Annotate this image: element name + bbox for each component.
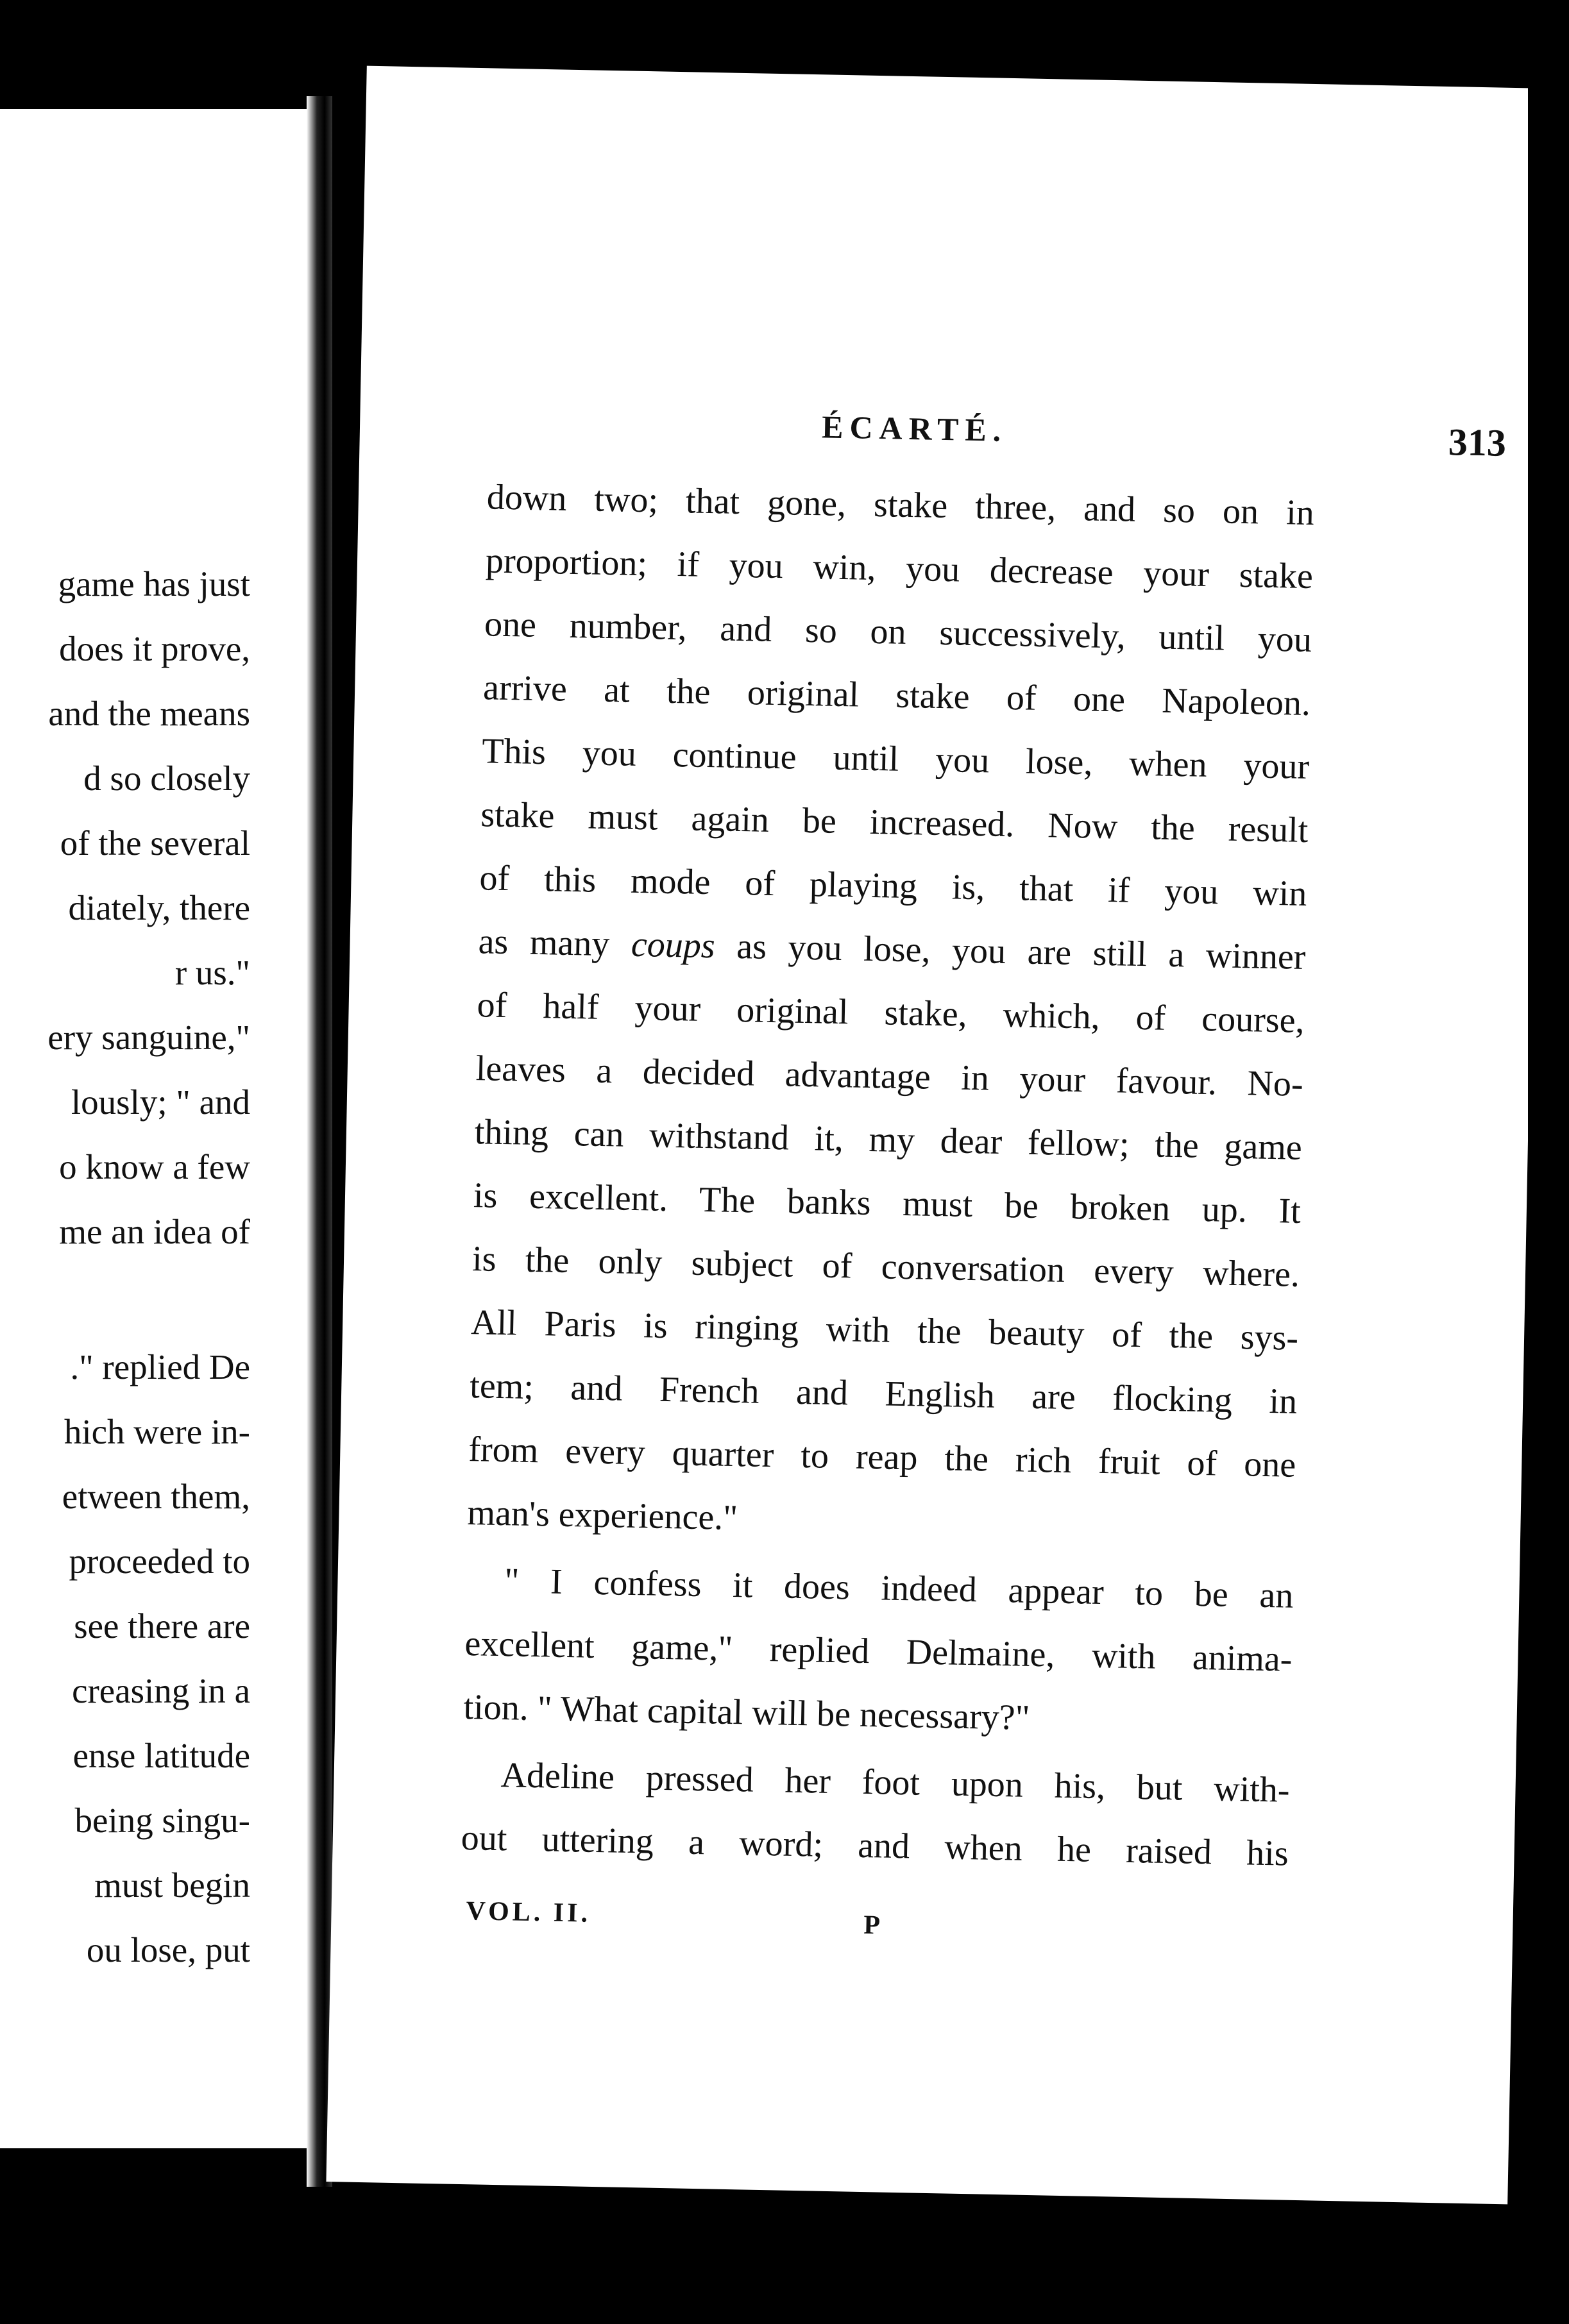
left-line: see there are [74,1606,250,1646]
left-line: does it prove, [59,629,250,668]
text-line: tem; and French and English are flocking in [469,1366,1298,1422]
left-line: o know a few [59,1147,250,1186]
left-line: must begin [94,1865,250,1905]
left-page-text [0,552,250,1982]
left-line: ." replied De [70,1347,250,1386]
text-line: out uttering a word; and when he raised his [461,1817,1289,1874]
left-line: ou lose, put [86,1930,250,1969]
text-line: stake must again be increased. Now the result [480,795,1309,851]
page-body [461,466,1315,1885]
left-page [0,109,330,2148]
left-line: of the several [60,823,250,863]
left-line: hich were in- [64,1412,250,1451]
left-line: game has just [58,564,250,603]
text-line: is excellent. The banks must be broken up. It [473,1175,1302,1231]
left-line: d so closely [83,759,250,798]
text-line: thing can withstand it, my dear fellow; the game [474,1112,1303,1168]
text-line: one number, and so on successively, until you [484,604,1312,661]
text-line: " I confess it does indeed appear to be an [504,1561,1294,1616]
page-header [359,400,1541,473]
left-line: me an idea of [59,1212,250,1251]
text-line: All Paris is ringing with the beauty of the sys- [470,1302,1299,1358]
text-line: man's experience." [466,1493,738,1538]
left-line: ense latitude [72,1736,250,1775]
left-line: diately, there [68,888,250,927]
left-line: creasing in a [72,1671,250,1710]
signature-mark: P [863,1910,881,1941]
text-line: leaves a decided advantage in your favour. No- [475,1048,1304,1104]
left-line: r us." [174,953,250,992]
text-line: down two; that gone, stake three, and so on in [486,477,1315,534]
text-line: of this mode of playing is, that if you win [479,858,1307,914]
left-line: being singu- [74,1801,250,1840]
text-line: is the only subject of conversation every where. [471,1239,1300,1295]
volume-label: VOL. II. [466,1896,591,1928]
left-line: ery sanguine," [47,1018,250,1057]
text-line: as many coups as you lose, you are still a winner [478,922,1307,977]
text-line: excellent game," replied Delmaine, with anima- [464,1624,1293,1680]
text-line: of half your original stake, which, of course, [477,985,1305,1041]
text-line: arrive at the original stake of one Napoleon. [482,668,1311,724]
left-line: and the means [48,694,250,733]
page-footer [459,1896,1287,1963]
scan-border-right [1528,0,1569,2324]
book-gutter [307,96,332,2187]
left-line-blank [0,1264,250,1335]
left-line: lously; " and [71,1082,250,1122]
left-line: etween them, [62,1477,250,1516]
right-page [326,66,1548,2205]
text-line: Adeline pressed her foot upon his, but with- [500,1755,1291,1810]
text-line: tion. " What capital will be necessary?" [463,1687,1031,1738]
text-line: This you continue until you lose, when your [481,731,1310,787]
left-line: proceeded to [69,1542,250,1581]
page-number: 313 [1448,421,1507,464]
text-line: from every quarter to reap the rich fruit of one [468,1429,1296,1485]
text-line: proportion; if you win, you decrease your stake [485,541,1314,597]
running-head: ÉCARTÉ. [821,408,1008,448]
